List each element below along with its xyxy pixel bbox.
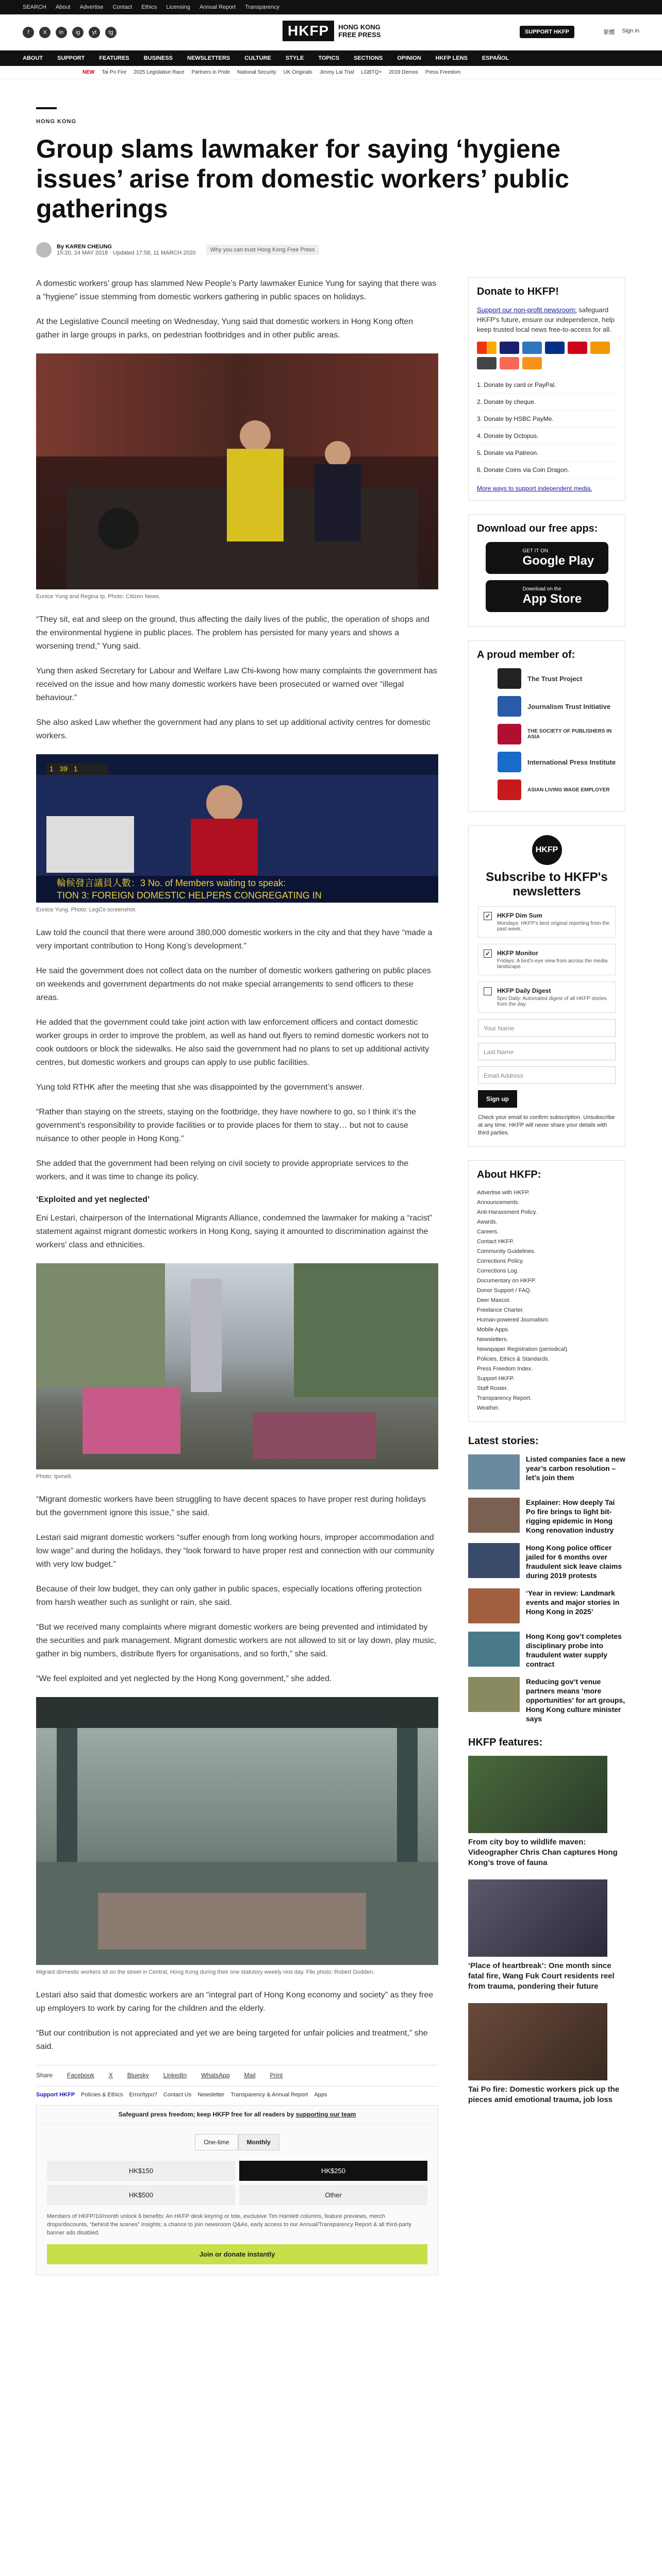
trending-link[interactable]: UK Originals xyxy=(283,70,312,75)
top-strip xyxy=(0,0,662,14)
ipi-logo[interactable]: International Press Institute xyxy=(498,752,617,772)
google-play-button[interactable]: GET IT ON Google Play xyxy=(486,542,608,574)
story-item[interactable]: Reducing gov’t venue partners means ‘more opportunities’ for art groups, Hong Kong culture minister says xyxy=(468,1677,625,1723)
site-logo[interactable] xyxy=(283,21,381,41)
story-thumbnail xyxy=(468,1677,520,1712)
instagram-icon[interactable]: ig xyxy=(72,27,84,38)
about-list xyxy=(477,1188,617,1413)
about-box xyxy=(468,1160,625,1422)
amount-option[interactable]: Other xyxy=(239,2185,427,2205)
about-link[interactable]: About xyxy=(55,4,71,10)
trending-link[interactable]: 2025 Legislative Race xyxy=(134,70,185,75)
fps-icon xyxy=(477,357,496,369)
checkbox-checked[interactable]: ✓ xyxy=(484,912,492,920)
story-thumbnail xyxy=(468,1632,520,1667)
policies-link[interactable]: Policies & Ethics xyxy=(81,2092,123,2098)
caption: Photo: Ipvnetl. xyxy=(36,1473,73,1480)
about-link[interactable]: Newsletters. xyxy=(477,1336,508,1343)
feature-headline[interactable]: From city boy to wildlife maven: Videographer Chris Chan captures Hong Kong’s trove of fauna xyxy=(468,1838,618,1867)
story-thumbnail xyxy=(468,1498,520,1533)
donate-option[interactable]: 5. Donate via Patreon. xyxy=(477,445,617,462)
nav-culture[interactable]: CULTURE xyxy=(244,55,271,61)
payme-icon xyxy=(568,342,587,354)
about-link[interactable]: Announcements. xyxy=(477,1199,520,1206)
payment-icons xyxy=(477,342,617,369)
app-store-button[interactable]: Download on the App Store xyxy=(486,580,608,612)
newsletter-box xyxy=(468,825,625,1147)
licensing-link[interactable]: Licensing xyxy=(166,4,190,10)
about-link[interactable]: Documentary on HKFP. xyxy=(477,1278,536,1284)
about-link[interactable]: Policies, Ethics & Standards. xyxy=(477,1356,550,1362)
transparency-link[interactable]: Transparency & Annual Report xyxy=(230,2092,308,2098)
about-link[interactable]: Support HKFP. xyxy=(477,1376,515,1382)
monthly-option[interactable]: Monthly xyxy=(238,2134,279,2150)
feature-thumbnail[interactable] xyxy=(468,1879,607,1957)
paragraph: Eni Lestari, chairperson of the International Migrants Alliance, condemned the lawmaker for making a “racist” statement against migrant domestic workers in Hong Kong, saying it amounted to discrimination against the workers’ class and ethnicities. xyxy=(36,1214,433,1249)
nav-business[interactable]: BUSINESS xyxy=(143,55,173,61)
section-heading: ‘Exploited and yet neglected’ xyxy=(36,1195,150,1204)
nav-support[interactable]: SUPPORT xyxy=(57,55,85,61)
trust-project-logo[interactable]: The Trust Project xyxy=(498,668,617,689)
social-icons xyxy=(23,27,117,38)
story-thumbnail xyxy=(468,1588,520,1623)
last-name-input[interactable]: Last Name xyxy=(478,1043,616,1060)
article-body xyxy=(36,277,438,2275)
story-thumbnail xyxy=(468,1543,520,1578)
nav-espanol[interactable]: ESPAÑOL xyxy=(482,55,509,61)
screen-caption: TION 3: FOREIGN DOMESTIC HELPERS CONGREGATING IN xyxy=(57,890,322,901)
telegram-icon[interactable]: tg xyxy=(105,27,117,38)
about-link[interactable]: Weather. xyxy=(477,1405,500,1411)
signup-button[interactable]: Sign up xyxy=(478,1090,517,1108)
paragraph: “Migrant domestic workers have been struggling to have decent spaces to have proper rest during holidays but the government ignore this issue,” she said. xyxy=(36,1495,426,1517)
nav-about[interactable]: ABOUT xyxy=(23,55,43,61)
member-box xyxy=(468,640,625,812)
nav-sections[interactable]: SECTIONS xyxy=(354,55,383,61)
paragraph: She added that the government had been relying on civil society to provide appropriate services to the workers, and it was time to change its policy. xyxy=(36,1159,409,1181)
donate-title: Donate to HKFP! xyxy=(477,286,559,297)
ethics-link[interactable]: Ethics xyxy=(141,4,157,10)
about-link[interactable]: Careers. xyxy=(477,1229,499,1235)
apps-title: Download our free apps: xyxy=(477,523,598,534)
checkbox-checked[interactable]: ✓ xyxy=(484,950,492,958)
more-ways-link[interactable]: More ways to support independent media. xyxy=(477,485,592,492)
feature-thumbnail[interactable] xyxy=(468,2003,607,2080)
donate-text: Support our non-profit newsroom: safeguard HKFP's future, ensure our independence, help keep trusted local news free-to-access for all. xyxy=(477,306,615,333)
share-mail[interactable]: Mail xyxy=(244,2072,256,2079)
donate-option[interactable]: 3. Donate by HSBC PayMe. xyxy=(477,411,617,428)
paragraph: “But we received many complaints where migrant domestic workers are being prevented and intimidated by the securities and park management. Migrant domestic workers are not allowed to sit or lay down, play music, gather in big numbers, distribute flyers for organisations, and so forth,” she said. xyxy=(36,1623,437,1658)
newsletter-link[interactable]: Newsletter xyxy=(197,2092,225,2098)
support-button[interactable]: SUPPORT HKFP xyxy=(520,26,574,38)
apps-link[interactable]: Apps xyxy=(314,2092,327,2098)
byline xyxy=(36,242,626,258)
member-benefits: Members of HKFP/10/month unlock 6 benefits: An HKFP desk keyring or tote, exclusive Tim Hamlett columns, feature previews, merch drops/discounts, “behind the scenes” insights; a chance to join newsroom Q&As, early access to our Annual/Transparency Report & all third-party banner ads disabled. xyxy=(47,2213,412,2236)
about-link[interactable]: Mobile Apps. xyxy=(477,1327,509,1333)
article-date: 15:20, 24 MAY 2018 · Updated 17:58, 11 MARCH 2020 xyxy=(57,250,196,256)
trending-link[interactable]: Tai Po Fire xyxy=(102,70,127,75)
trust-link[interactable]: Why you can trust Hong Kong Free Press xyxy=(206,245,319,255)
trending-bar xyxy=(0,66,662,79)
about-link[interactable]: Donor Support / FAQ. xyxy=(477,1287,532,1294)
supporting-team-link[interactable]: supporting our team xyxy=(295,2111,356,2118)
story-item[interactable]: Explainer: How deeply Tai Po fire brings to light bit-rigging epidemic in Hong Kong renovation industry xyxy=(468,1498,625,1535)
share-linkedin[interactable]: LinkedIn xyxy=(163,2072,187,2079)
about-link[interactable]: Awards. xyxy=(477,1219,498,1225)
legco-screenshot xyxy=(36,754,438,903)
nav-style[interactable]: STYLE xyxy=(285,55,304,61)
trending-link[interactable]: Jimmy Lai Trial xyxy=(319,70,354,75)
contact-link[interactable]: Contact xyxy=(112,4,133,10)
site-header xyxy=(0,14,662,50)
feature-headline[interactable]: ‘Place of heartbreak’: One month since fatal fire, Wang Fuk Court residents reel from trauma, pondering their future xyxy=(468,1961,615,1991)
checkbox[interactable] xyxy=(484,987,492,995)
article-header xyxy=(0,79,662,258)
share-whatsapp[interactable]: WhatsApp xyxy=(201,2072,230,2079)
paragraph: “Rather than staying on the streets, staying on the footbridge, they have nowhere to go, so I think it’s the government’s responsibility to provide facilities or to provide places for them to stay… but not to cause nuisance to other people in Hong Kong.” xyxy=(36,1108,417,1143)
about-link[interactable]: Press Freedom Index. xyxy=(477,1366,533,1372)
paragraph: Because of their low budget, they can only gather in public spaces, especially locations offering protection from harsh weather such as sunlight or rain, she said. xyxy=(36,1585,422,1607)
nav-lens[interactable]: HKFP LENS xyxy=(435,55,468,61)
paragraph: Yung told RTHK after the meeting that she was disappointed by the government’s answer. xyxy=(36,1083,365,1092)
hkfp-badge: HKFP xyxy=(532,835,562,865)
amex-icon xyxy=(522,342,542,354)
about-link[interactable]: Corrections Policy. xyxy=(477,1258,524,1264)
share-print[interactable]: Print xyxy=(270,2072,283,2079)
story-item[interactable]: Listed companies face a new year’s carbon resolution – let’s join them xyxy=(468,1454,625,1489)
author-name[interactable]: By KAREN CHEUNG xyxy=(57,244,112,250)
first-name-input[interactable]: Your Name xyxy=(478,1019,616,1037)
amount-option[interactable]: HK$150 xyxy=(47,2161,235,2181)
amount-option[interactable]: HK$500 xyxy=(47,2185,235,2205)
paragraph: Lestari said migrant domestic workers “suffer enough from long working hours, improper accommodation and low wage” and during the holidays, they “look forward to have proper rest and connection with our community with very low budget.” xyxy=(36,1533,434,1569)
trending-link[interactable]: LGBTQ+ xyxy=(361,70,382,75)
nav-topics[interactable]: TOPICS xyxy=(318,55,340,61)
paypal-icon xyxy=(545,342,565,354)
about-link[interactable]: Community Guidelines. xyxy=(477,1248,536,1255)
logo-mark: HKFP xyxy=(283,21,334,41)
story-item[interactable]: Hong Kong police officer jailed for 6 months over fraudulent sick leave claims during 2019 protests xyxy=(468,1543,625,1580)
paragraph: Law told the council that there were around 380,000 domestic workers in the city and that they have “made a very important contribution to Hong Kong’s development.” xyxy=(36,928,433,951)
donate-box xyxy=(468,277,625,501)
transparency-link[interactable]: Transparency xyxy=(245,4,279,10)
newsletter-option-dimsum[interactable]: ✓ HKFP Dim Sum Mondays: HKFP's best original reporting from the past week. xyxy=(478,906,616,938)
paragraph: “They sit, eat and sleep on the ground, thus affecting the daily lives of the public, the operation of shops and the environmental hygiene in public places. The problem has persisted for many years and shows a worsening trend,” Yung said. xyxy=(36,615,429,651)
header-actions xyxy=(603,28,639,36)
divider xyxy=(36,107,57,109)
paragraph: Lestari also said that domestic workers are an “integral part of Hong Kong economy and society” as they free up employers to work by caring for the children and the elderly. xyxy=(36,1991,434,2013)
jti-logo[interactable]: Journalism Trust Initiative xyxy=(498,696,617,717)
contact-us-link[interactable]: Contact Us xyxy=(163,2092,192,2098)
mastercard-icon xyxy=(477,342,496,354)
share-label: Share xyxy=(36,2072,53,2079)
caption: Eunice Yung. Photo: LegCo screenshot. xyxy=(36,907,137,913)
donate-option[interactable]: 4. Donate by Octopus. xyxy=(477,428,617,445)
paragraph: A domestic workers’ group has slammed New People’s Party lawmaker Eunice Yung for saying that there was a “hygiene” issue stemming from domestic workers gathering in public spaces on holidays. xyxy=(36,279,437,301)
sopa-logo[interactable]: THE SOCIETY OF PUBLISHERS IN ASIA xyxy=(498,724,617,744)
email-input[interactable]: Email Address xyxy=(478,1066,616,1084)
language-link[interactable]: 繁體 xyxy=(603,29,615,36)
newsletter-option-digest[interactable]: HKFP Daily Digest 5pm Daily: Automated digest of all HKFP stories from the day. xyxy=(478,981,616,1013)
feature-thumbnail[interactable] xyxy=(468,1756,607,1833)
trending-link[interactable]: National Security xyxy=(237,70,276,75)
about-link[interactable]: Transparency Report. xyxy=(477,1395,532,1401)
nav-features[interactable]: FEATURES xyxy=(99,55,129,61)
support-link[interactable]: Support our non-profit newsroom: xyxy=(477,306,577,314)
share-bar xyxy=(36,2065,438,2079)
caption: Eunice Yung and Regina Ip. Photo: Citizen News. xyxy=(36,594,161,600)
caption: Migrant domestic workers sit on the street in Central, Hong Kong during their one statutory weekly rest day. File photo: Robert Godden. xyxy=(36,1969,375,1975)
onetime-option[interactable]: One-time xyxy=(195,2134,238,2150)
bitcoin-icon xyxy=(522,357,542,369)
latest-title: Latest stories: xyxy=(468,1435,539,1447)
sidebar xyxy=(468,277,625,2275)
join-button[interactable]: Join or donate instantly xyxy=(47,2244,427,2264)
newsletter-note: Check your email to confirm subscription. Unsubscribe at any time. HKFP will never share your details with third parties. xyxy=(478,1114,615,1136)
signin-link[interactable]: Sign in xyxy=(622,28,639,34)
youtube-icon[interactable]: yt xyxy=(89,27,100,38)
share-x[interactable]: X xyxy=(108,2072,113,2079)
linkedin-icon[interactable]: in xyxy=(56,27,67,38)
about-link[interactable]: Deer Mascot. xyxy=(477,1297,511,1303)
paragraph: He added that the government could take joint action with law enforcement officers and contact domestic worker groups in order to improve the problem, as well as hand out flyers to remind domestic workers not to cook outdoors or block the sidewalks. He also said the government had no plans to set up additional activity centres, but domestic workers and groups can apply to use public facilities. xyxy=(36,1018,429,1067)
about-link[interactable]: Contact HKFP. xyxy=(477,1239,514,1245)
donate-option[interactable]: 1. Donate by card or PayPal. xyxy=(477,377,617,394)
clock-display: 1 39 1 xyxy=(46,764,108,775)
newsletter-title: Subscribe to HKFP's newsletters xyxy=(486,870,608,899)
paragraph: “We feel exploited and yet neglected by the Hong Kong government,” she added. xyxy=(36,1674,332,1683)
trending-link[interactable]: 2019 Demos xyxy=(389,70,418,75)
amount-option-selected[interactable]: HK$250 xyxy=(239,2161,427,2181)
share-facebook[interactable]: Facebook xyxy=(67,2072,94,2079)
legco-photo xyxy=(36,353,438,589)
member-title: A proud member of: xyxy=(477,649,575,660)
logo-text: HONG KONG FREE PRESS xyxy=(338,23,381,39)
search-link[interactable]: SEARCH xyxy=(23,4,46,10)
about-link[interactable]: Newspaper Registration (periodical). xyxy=(477,1346,569,1352)
donate-option[interactable]: 6. Donate Coins via Coin Dragon. xyxy=(477,462,617,479)
living-wage-logo[interactable]: ASIAN LIVING WAGE EMPLOYER xyxy=(498,779,617,800)
paragraph: At the Legislative Council meeting on Wednesday, Yung said that domestic workers in Hong Kong often gather in large groups in parks, on pedestrian footbridges and in other public areas. xyxy=(36,317,413,340)
frequency-toggle xyxy=(37,2134,438,2150)
about-link[interactable]: Anti-Harassment Policy. xyxy=(477,1209,537,1215)
about-link[interactable]: Staff Roster. xyxy=(477,1385,508,1392)
article-links xyxy=(36,2086,438,2098)
share-bluesky[interactable]: Bluesky xyxy=(127,2072,149,2079)
about-link[interactable]: Human-powered Journalism. xyxy=(477,1317,550,1323)
x-icon[interactable]: X xyxy=(39,27,51,38)
visa-icon xyxy=(500,342,519,354)
facebook-icon[interactable]: f xyxy=(23,27,34,38)
error-link[interactable]: Error/typo? xyxy=(129,2092,157,2098)
main-nav xyxy=(0,50,662,66)
paragraph: Yung then asked Secretary for Labour and Welfare Law Chi-kwong how many complaints the government has received on the issue and how many domestic workers have been prosecuted or warned over “illegal behaviour.” xyxy=(36,667,437,702)
story-item[interactable]: ‘Year in review: Landmark events and major stories in Hong Kong in 2025’ xyxy=(468,1588,625,1623)
about-link[interactable]: Corrections Log. xyxy=(477,1268,519,1274)
annual-report-link[interactable]: Annual Report xyxy=(199,4,236,10)
nav-opinion[interactable]: OPINION xyxy=(397,55,421,61)
author-avatar xyxy=(36,242,52,258)
paragraph: “But our contribution is not appreciated and yet we are being targeted for unfair policies and treatment,” she said. xyxy=(36,2029,428,2051)
about-title: About HKFP: xyxy=(477,1169,541,1180)
paragraph: She also asked Law whether the government had any plans to set up additional activity centres for domestic workers. xyxy=(36,718,431,740)
amount-grid xyxy=(37,2161,438,2205)
apps-box xyxy=(468,514,625,627)
trending-link[interactable]: Press Freedom xyxy=(425,70,461,75)
support-hkfp-link[interactable]: Support HKFP xyxy=(36,2092,75,2098)
article-category[interactable]: HONG KONG xyxy=(36,118,77,125)
octopus-icon xyxy=(590,342,610,354)
story-item[interactable]: Hong Kong gov’t completes disciplinary probe into fraudulent water supply contract xyxy=(468,1632,625,1669)
about-link[interactable]: Advertise with HKFP. xyxy=(477,1190,530,1196)
donate-widget-title: Safeguard press freedom; keep HKFP free for all readers by supporting our team xyxy=(37,2106,438,2124)
screen-caption: 輪候發言議員人數：3 No. of Members waiting to speak: xyxy=(57,878,286,888)
workers-photo xyxy=(36,1263,438,1469)
paragraph: He said the government does not collect data on the number of domestic workers gathering on public places on weekends and government departments do not make special arrangements to send officers to these areas. xyxy=(36,967,431,1002)
features-section xyxy=(468,1737,625,2105)
street-photo xyxy=(36,1697,438,1965)
newsletter-option-monitor[interactable]: ✓ HKFP Monitor Fridays: A bird's-eye view from across the media landscape. xyxy=(478,944,616,975)
latest-stories xyxy=(468,1435,625,1723)
nav-newsletters[interactable]: NEWSLETTERS xyxy=(187,55,230,61)
new-badge: NEW xyxy=(82,70,95,75)
advertise-link[interactable]: Advertise xyxy=(79,4,104,10)
article-title: Group slams lawmaker for saying ‘hygiene issues’ arise from domestic workers’ public gatherings xyxy=(36,134,569,223)
donate-option[interactable]: 2. Donate by cheque. xyxy=(477,394,617,411)
about-link[interactable]: Freelance Charter. xyxy=(477,1307,524,1313)
patreon-icon xyxy=(500,357,519,369)
feature-headline[interactable]: Tai Po fire: Domestic workers pick up the pieces amid emotional trauma, job loss xyxy=(468,2085,620,2104)
trending-link[interactable]: Partners in Pride xyxy=(191,70,230,75)
features-title: HKFP features: xyxy=(468,1737,543,1748)
donate-widget xyxy=(36,2105,438,2275)
story-thumbnail xyxy=(468,1454,520,1489)
